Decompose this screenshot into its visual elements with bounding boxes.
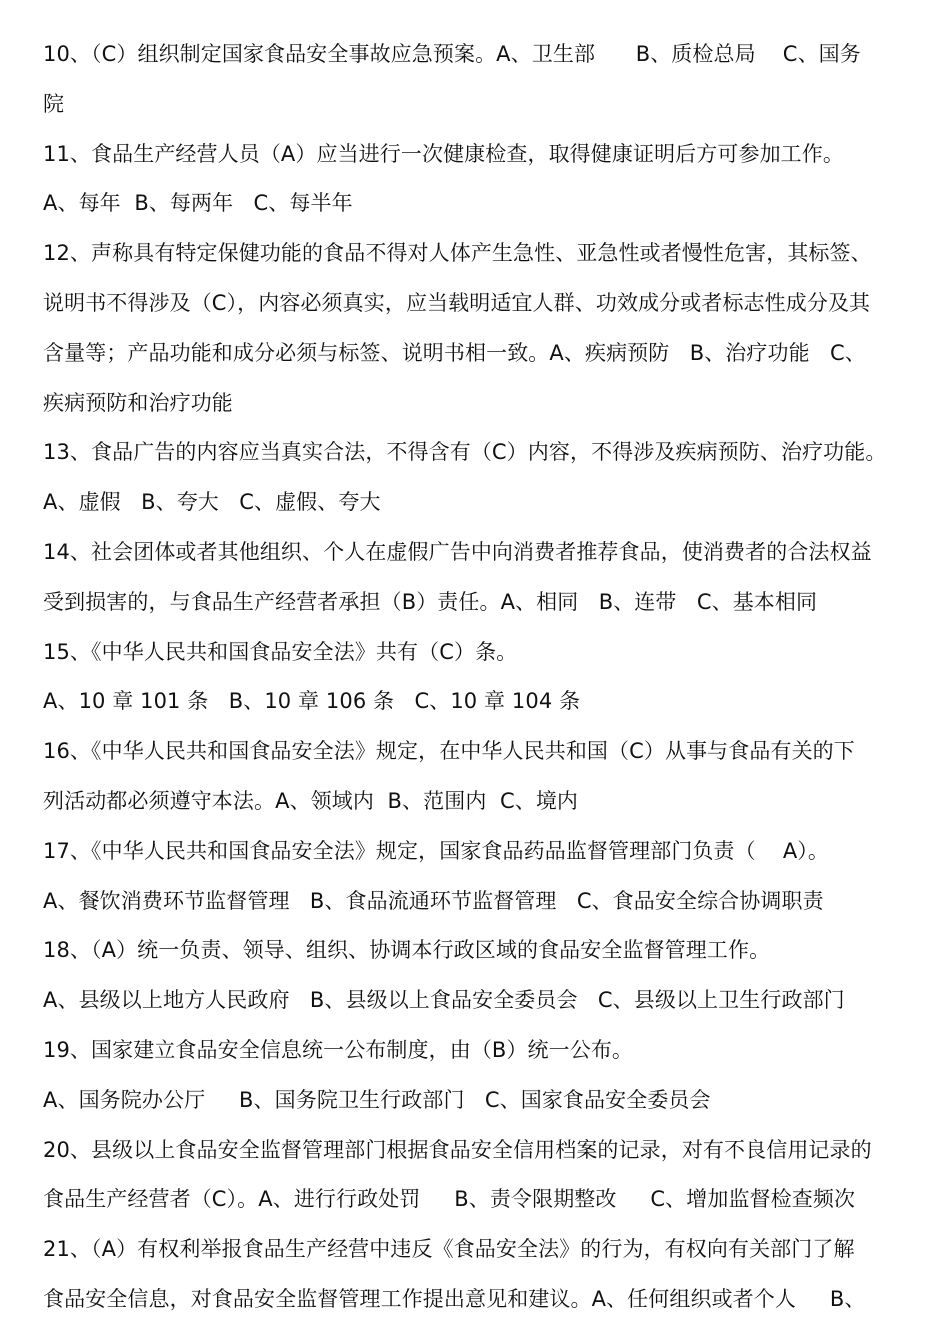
text-line: 20、县级以上食品安全监督管理部门根据食品安全信用档案的记录，对有不良信用记录的 bbox=[43, 1137, 872, 1162]
text-line: 12、声称具有特定保健功能的食品不得对人体产生急性、亚急性或者慢性危害，其标签、 bbox=[43, 241, 872, 266]
text-line: A、国务院办公厅 B、国务院卫生行政部门 C、国家食品安全委员会 bbox=[43, 1087, 711, 1112]
text-line: 17、《中华人民共和国食品安全法》规定，国家食品药品监督管理部门负责（ A）。 bbox=[43, 838, 829, 863]
text-line: 11、食品生产经营人员（A）应当进行一次健康检查，取得健康证明后方可参加工作。 bbox=[43, 141, 844, 166]
text-line: 15、《中华人民共和国食品安全法》共有（C）条。 bbox=[43, 639, 518, 664]
text-line: A、虚假 B、夸大 C、虚假、夸大 bbox=[43, 490, 381, 515]
text-line: 含量等；产品功能和成分必须与标签、说明书相一致。A、疾病预防 B、治疗功能 C、 bbox=[43, 340, 866, 365]
text-line: 院 bbox=[43, 91, 65, 116]
text-line: 19、国家建立食品安全信息统一公布制度，由（B）统一公布。 bbox=[43, 1037, 634, 1062]
text-line: A、县级以上地方人民政府 B、县级以上食品安全委员会 C、县级以上卫生行政部门 bbox=[43, 988, 845, 1013]
text-line: A、餐饮消费环节监督管理 B、食品流通环节监督管理 C、食品安全综合协调职责 bbox=[43, 888, 824, 913]
text-line: 18、（A）统一负责、领导、组织、协调本行政区域的食品安全监督管理工作。 bbox=[43, 938, 771, 963]
text-line: 21、（A）有权利举报食品生产经营中违反《食品安全法》的行为，有权向有关部门了解 bbox=[43, 1237, 855, 1262]
text-line: 列活动都必须遵守本法。A、领域内 B、范围内 C、境内 bbox=[43, 788, 579, 813]
text-line: 疾病预防和治疗功能 bbox=[43, 390, 233, 415]
text-line: 10、（C）组织制定国家食品安全事故应急预案。A、卫生部 B、质检总局 C、国务 bbox=[43, 42, 861, 66]
text-line: A、每年 B、每两年 C、每半年 bbox=[43, 191, 353, 216]
question-text-block bbox=[43, 30, 923, 1325]
text-line: 食品安全信息，对食品安全监督管理工作提出意见和建议。A、任何组织或者个人 B、 bbox=[43, 1286, 866, 1311]
text-line: 受到损害的，与食品生产经营者承担（B）责任。A、相同 B、连带 C、基本相同 bbox=[43, 589, 818, 614]
text-line: 说明书不得涉及（C），内容必须真实，应当载明适宜人群、功效成分或者标志性成分及其 bbox=[43, 290, 871, 315]
text-line: 16、《中华人民共和国食品安全法》规定，在中华人民共和国（C）从事与食品有关的下 bbox=[43, 739, 855, 764]
text-line: 13、食品广告的内容应当真实合法，不得含有（C）内容，不得涉及疾病预防、治疗功能。 bbox=[43, 440, 887, 465]
text-line: A、10 章 101 条 B、10 章 106 条 C、10 章 104 条 bbox=[43, 689, 581, 714]
text-line: 食品生产经营者（C）。A、进行行政处罚 B、责令限期整改 C、增加监督检查频次 bbox=[43, 1187, 856, 1212]
text-line: 14、社会团体或者其他组织、个人在虚假广告中向消费者推荐食品，使消费者的合法权益 bbox=[43, 539, 872, 564]
